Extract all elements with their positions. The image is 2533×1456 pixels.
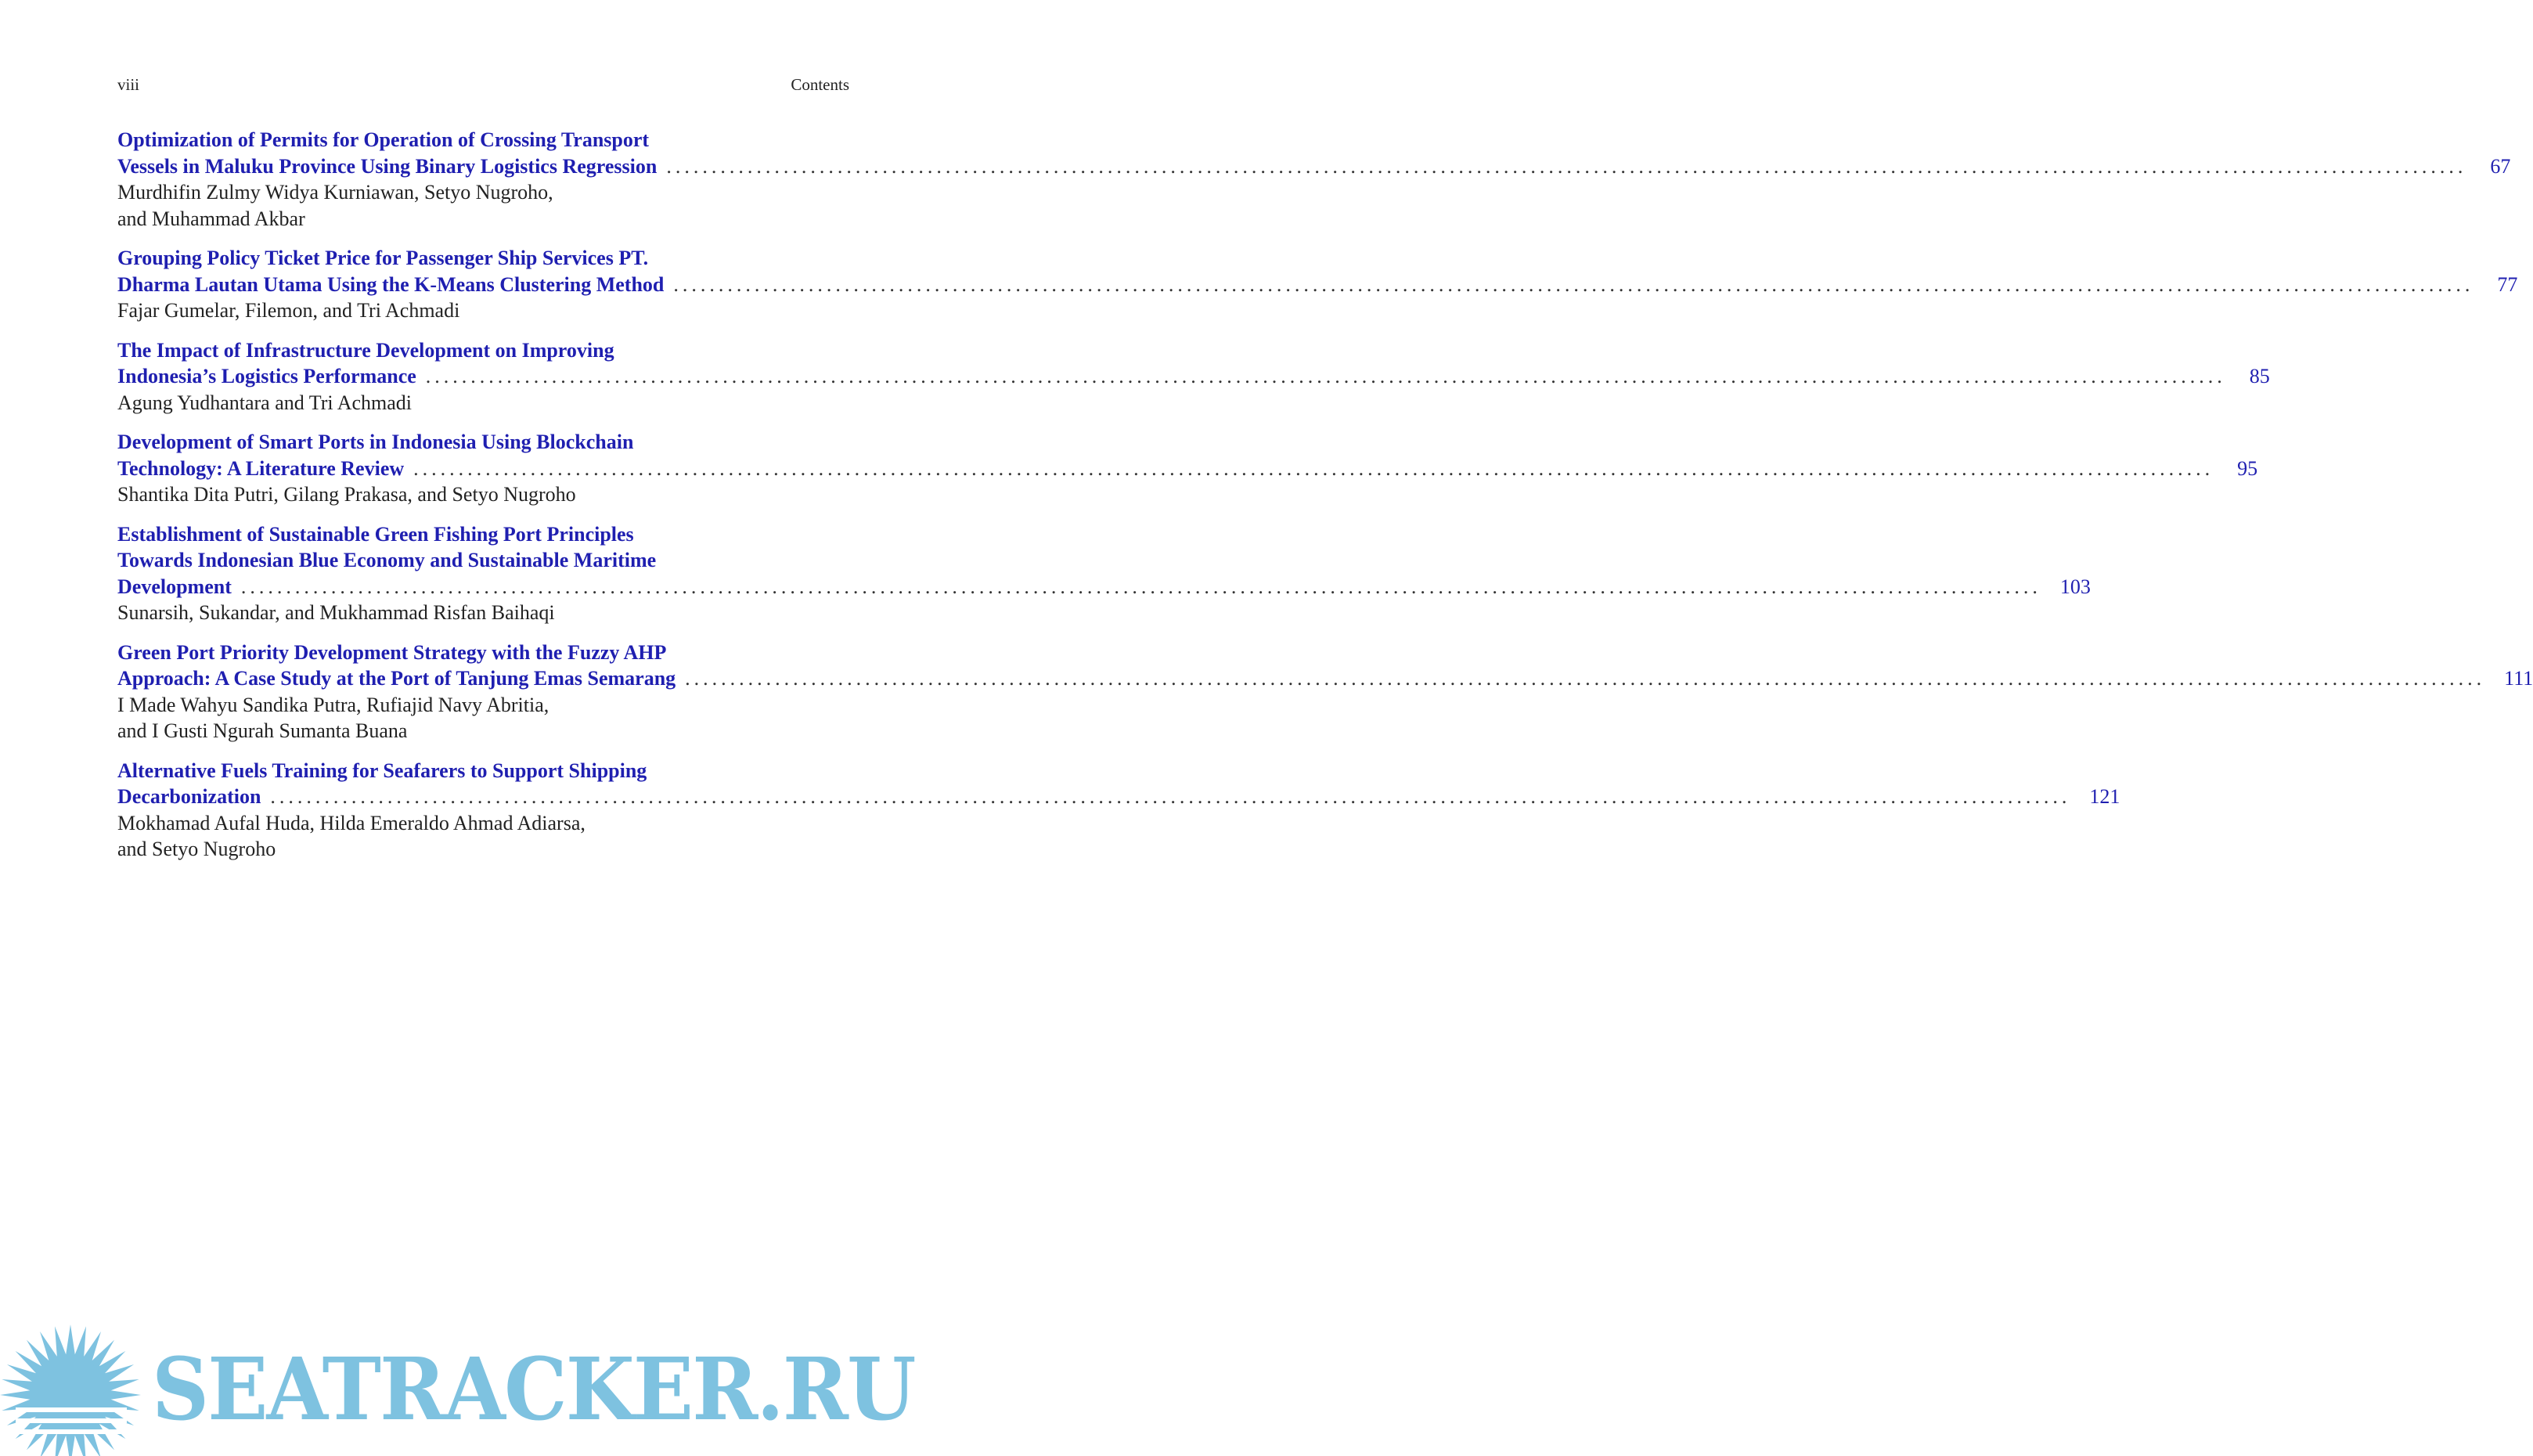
entry-authors: Mokhamad Aufal Huda, Hilda Emeraldo Ahmad Adiarsa, (117, 811, 586, 834)
entry-title-line[interactable] (117, 784, 2120, 810)
dot-leader: ........................................................................................................................................................................................................ (270, 785, 2071, 808)
table-of-contents (117, 127, 2533, 876)
entry-authors: Agung Yudhantara and Tri Achmadi (117, 391, 412, 414)
entry-title-line[interactable] (117, 521, 849, 548)
watermark-text: SEATRACKER.RU (152, 1339, 915, 1440)
entry-title-line[interactable] (117, 547, 849, 574)
entry-title-text[interactable]: Establishment of Sustainable Green Fishing Port Principles (117, 522, 634, 546)
toc-entry[interactable] (117, 758, 2120, 863)
entry-page-number[interactable]: 95 (2237, 456, 2258, 480)
entry-authors: and Setyo Nugroho (117, 838, 276, 860)
entry-title-text[interactable]: Approach: A Case Study at the Port of Tanjung Emas Semarang (117, 667, 676, 690)
entry-title-line[interactable] (117, 429, 849, 456)
entry-title-text[interactable]: Decarbonization (117, 785, 261, 808)
toc-entry[interactable] (117, 127, 2511, 232)
entry-title-text[interactable]: Green Port Priority Development Strategy with the Fuzzy AHP (117, 640, 667, 664)
entry-authors: Sunarsih, Sukandar, and Mukhammad Risfan Baihaqi (117, 601, 555, 624)
entry-title-text[interactable]: Grouping Policy Ticket Price for Passenger Ship Services PT. (117, 247, 649, 269)
entry-page-number[interactable]: 121 (2089, 785, 2120, 808)
dot-leader: ........................................................................................................................................................................................................ (673, 272, 2474, 296)
entry-authors: Fajar Gumelar, Filemon, and Tri Achmadi (117, 299, 460, 322)
entry-title-line[interactable] (117, 153, 2511, 180)
entry-title-text[interactable]: Technology: A Literature Review (117, 456, 405, 480)
entry-title-text[interactable]: Alternative Fuels Training for Seafarers to Support Shipping (117, 759, 647, 782)
entry-title-text[interactable]: Optimization of Permits for Operation of Crossing Transport (117, 128, 650, 151)
entry-title-line[interactable] (117, 127, 849, 153)
entry-title-text[interactable]: Development (117, 575, 232, 598)
page-header (117, 75, 849, 95)
entry-authors: Shantika Dita Putri, Gilang Prakasa, and Setyo Nugroho (117, 483, 576, 506)
entry-title-text[interactable]: The Impact of Infrastructure Development on Improving (117, 338, 614, 362)
entry-page-number[interactable]: 85 (2249, 365, 2270, 387)
toc-entry[interactable] (117, 337, 2270, 416)
sun-icon (0, 1323, 142, 1456)
entry-title-text[interactable]: Indonesia’s Logistics Performance (117, 365, 416, 387)
entry-authors: and I Gusti Ngurah Sumanta Buana (117, 719, 408, 742)
entry-authors: I Made Wahyu Sandika Putra, Rufiajid Navy Abritia, (117, 693, 549, 716)
entry-title-line[interactable] (117, 574, 2091, 600)
dot-leader: ........................................................................................................................................................................................................ (425, 365, 2226, 387)
entry-title-line[interactable] (117, 337, 849, 364)
entry-page-number[interactable]: 67 (2490, 154, 2511, 178)
entry-page-number[interactable]: 103 (2059, 575, 2091, 598)
entry-title-line[interactable] (117, 758, 849, 784)
entry-title-text[interactable]: Towards Indonesian Blue Economy and Sustainable Maritime (117, 549, 657, 571)
section-title: Contents (791, 75, 849, 94)
dot-leader: ........................................................................................................................................................................................................ (666, 154, 2467, 178)
watermark (0, 1323, 956, 1456)
dot-leader: ........................................................................................................................................................................................................ (685, 667, 2486, 690)
toc-entry[interactable] (117, 429, 2258, 508)
entry-title-text[interactable]: Development of Smart Ports in Indonesia Using Blockchain (117, 431, 634, 453)
entry-authors: and Muhammad Akbar (117, 207, 305, 230)
entry-page-number[interactable]: 111 (2504, 667, 2533, 690)
toc-entry[interactable] (117, 245, 2518, 324)
entry-title-line[interactable] (117, 272, 2518, 298)
toc-entry[interactable] (117, 640, 2533, 744)
entry-title-line[interactable] (117, 456, 2258, 482)
entry-title-line[interactable] (117, 363, 2270, 390)
toc-entry[interactable] (117, 521, 2091, 626)
entry-title-line[interactable] (117, 640, 849, 666)
entry-title-text[interactable]: Dharma Lautan Utama Using the K-Means Clustering Method (117, 272, 665, 296)
dot-leader: ........................................................................................................................................................................................................ (413, 456, 2214, 480)
entry-authors: Murdhifin Zulmy Widya Kurniawan, Setyo Nugroho, (117, 181, 553, 204)
entry-title-line[interactable] (117, 245, 849, 272)
entry-title-line[interactable] (117, 665, 2533, 692)
dot-leader: ........................................................................................................................................................................................................ (240, 575, 2041, 598)
page-number: viii (117, 75, 140, 94)
entry-title-text[interactable]: Vessels in Maluku Province Using Binary Logistics Regression (117, 154, 658, 178)
entry-page-number[interactable]: 77 (2497, 272, 2518, 296)
